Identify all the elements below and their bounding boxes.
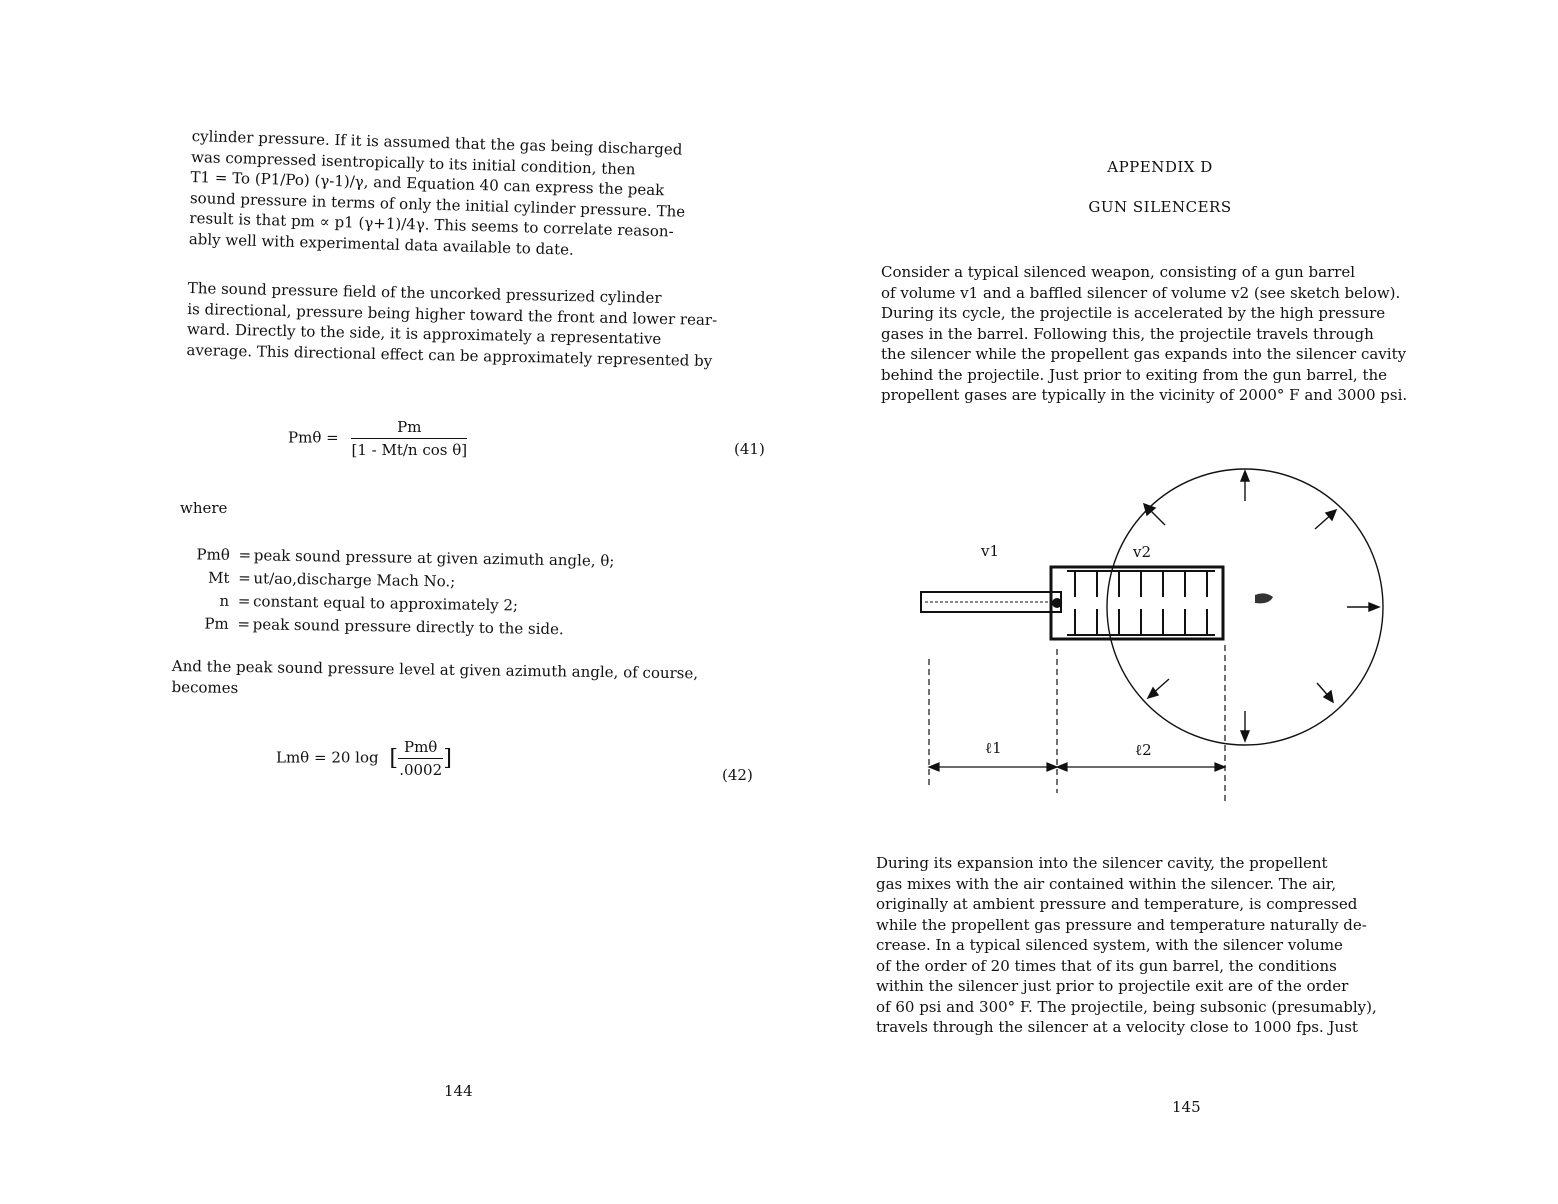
- label-v1: v1: [981, 542, 1000, 560]
- barrel-muzzle: [1052, 598, 1062, 608]
- definition-row: Pm = peak sound pressure directly to the side.: [204, 614, 564, 639]
- bracket-close: ]: [443, 746, 452, 771]
- bracket-open: [: [389, 746, 398, 771]
- equation-41-denominator: [1 - Mt/n cos θ]: [351, 441, 468, 459]
- silencer-housing: [1051, 567, 1223, 639]
- appendix-heading: APPENDIX D: [1107, 158, 1213, 176]
- page-number-right: 145: [1172, 1098, 1201, 1116]
- definition-row: n = constant equal to approximately 2;: [219, 591, 519, 615]
- equation-42-numerator: Pmθ: [398, 738, 443, 759]
- page-number-left: 144: [444, 1082, 473, 1100]
- label-l1: ℓ1: [985, 739, 1002, 757]
- equation-42: [276, 738, 452, 779]
- left-paragraph-2: The sound pressure field of the uncorked pressurized cylinder is directional, pressure being higher toward the front and lower rear- ward. Directly to the side, it is approximately a representative average. This directional effect can be approximately represented by: [186, 278, 718, 370]
- where-label: where: [180, 499, 228, 517]
- silencer-sketch: [915, 465, 1495, 815]
- equation-41-lhs: Pmθ =: [288, 428, 339, 447]
- equation-42-lhs: Lmθ = 20 log: [276, 748, 379, 767]
- label-v2: v2: [1133, 543, 1152, 561]
- definition-row: Mt = ut/ao,discharge Mach No.;: [207, 568, 456, 591]
- baffles-bottom: [1067, 609, 1215, 635]
- section-title: GUN SILENCERS: [1088, 198, 1232, 216]
- left-paragraph-1: cylinder pressure. If it is assumed that the gas being discharged was compressed isentropically to its initial condition, then T1 = To (P1/Po) (γ-1)/γ, and Equation 40 can express the peak sound pressure in terms of only the initial cylinder pressure. The result is that pm ∝ p1 (γ+1)/4γ. This seems to correlate reason- ably well with experimental data available to date.: [188, 126, 686, 259]
- definition-list: [171, 543, 772, 644]
- equation-42-denominator: .0002: [399, 761, 443, 779]
- right-paragraph-2: During its expansion into the silencer cavity, the propellent gas mixes with the air contained within the silencer. The air, originally at ambient pressure and temperature, is compressed while the propellent gas pressure and temperature naturally de- crease. In a typical silenced system, with the silencer volume of the order of 20 times that of its gun barrel, the conditions within the silencer just prior to projectile exit are of the order of 60 psi and 300° F. The projectile, being subsonic (presumably), travels through the silencer at a velocity close to 1000 fps. Just: [876, 854, 1377, 1036]
- label-l2: ℓ2: [1135, 741, 1152, 759]
- left-paragraph-3: And the peak sound pressure level at given azimuth angle, of course, becomes: [171, 656, 699, 697]
- projectile: [1255, 593, 1273, 603]
- equation-42-number: (42): [722, 766, 753, 784]
- right-page: [820, 0, 1558, 1204]
- equation-41-number: (41): [734, 440, 765, 458]
- right-paragraph-1: Consider a typical silenced weapon, consisting of a gun barrel of volume v1 and a baffled silencer of volume v2 (see sketch below). During its cycle, the projectile is accelerated by the high pressure gases in the barrel. Following this, the projectile travels through the silencer while the propellent gas expands into the silencer cavity behind the projectile. Just prior to exiting from the gun barrel, the propellent gases are typically in the vicinity of 2000° F and 3000 psi.: [881, 263, 1408, 404]
- dimension-lines: [929, 645, 1225, 801]
- baffles-top: [1067, 571, 1215, 597]
- equation-41-numerator: Pm: [351, 418, 467, 439]
- equation-41: [288, 418, 467, 459]
- definition-row: Pmθ = peak sound pressure at given azimuth angle, θ;: [196, 545, 615, 570]
